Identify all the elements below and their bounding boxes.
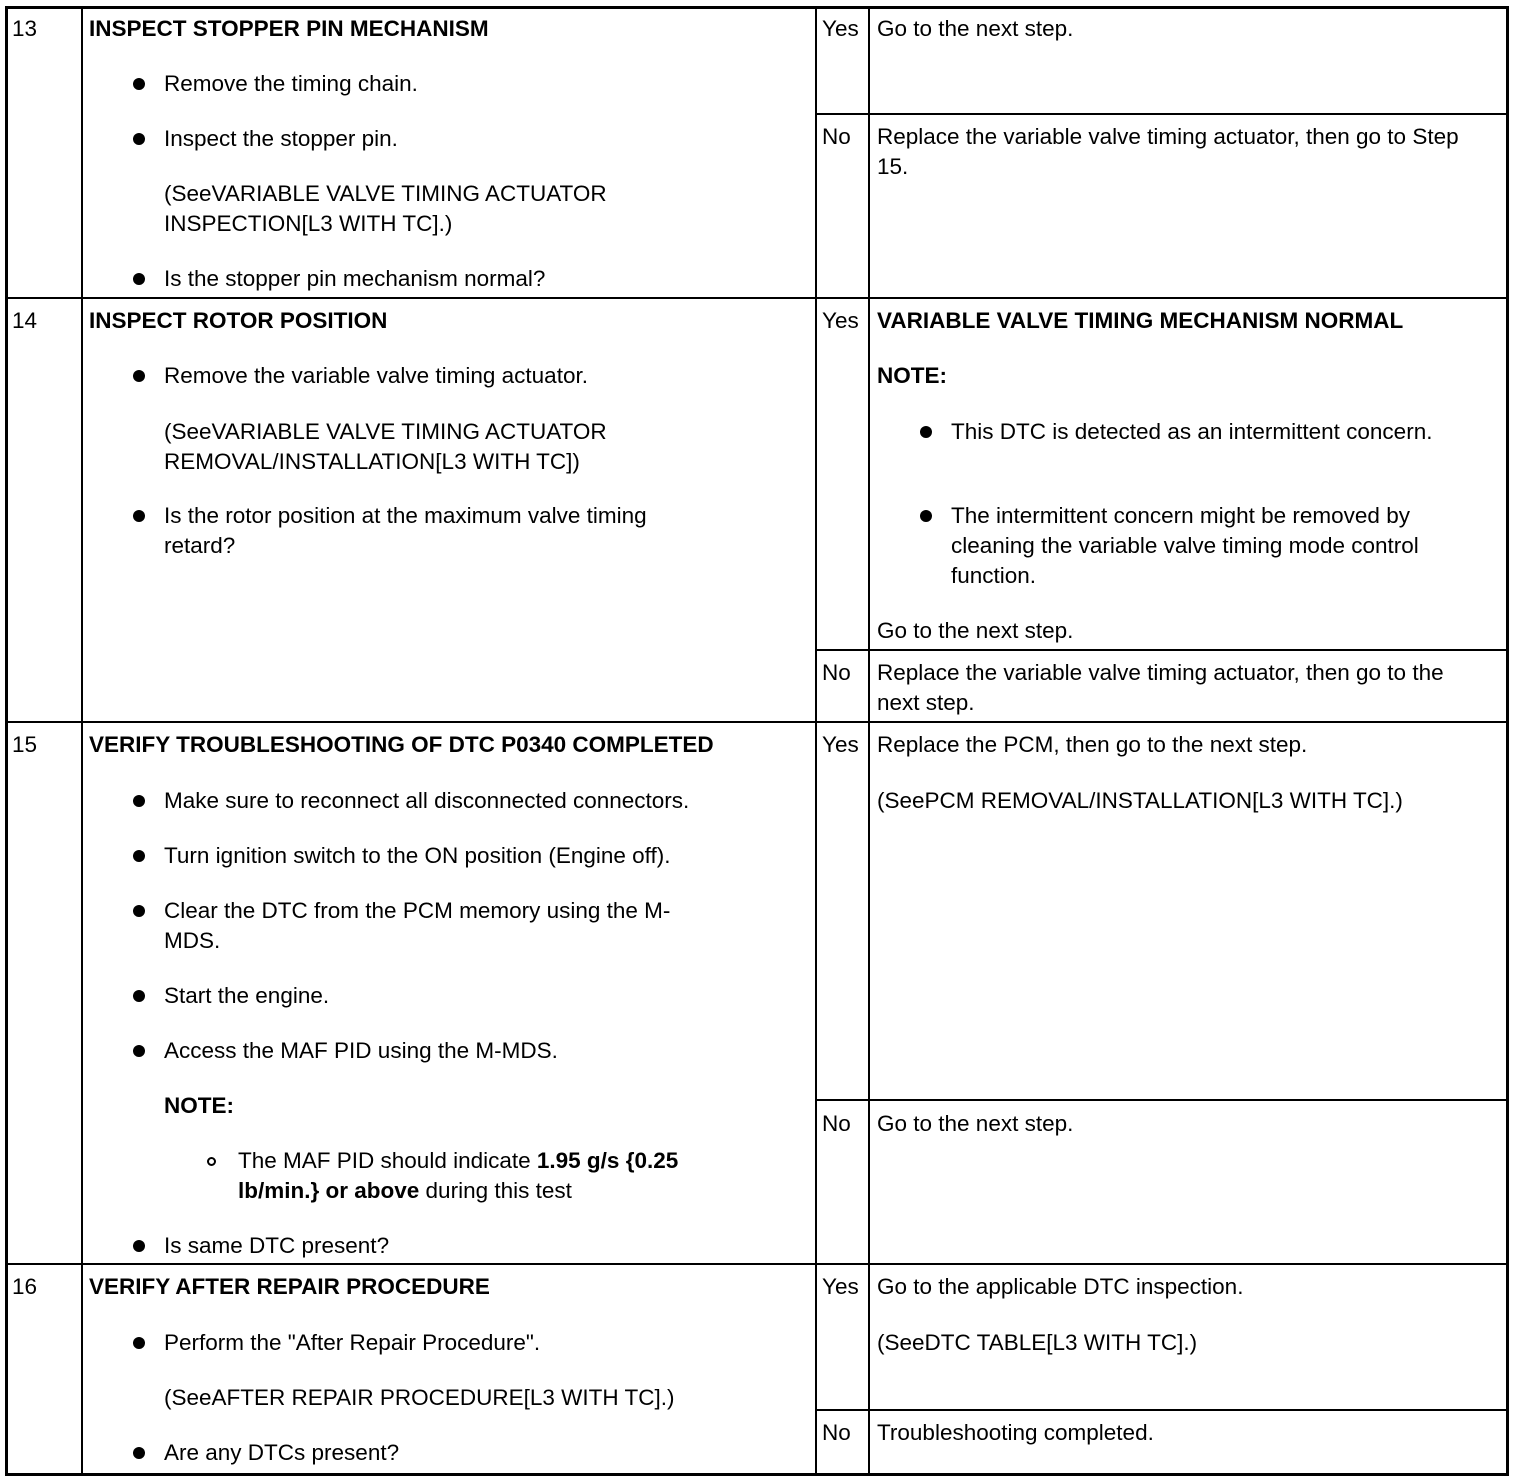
yes-label: Yes (822, 732, 859, 757)
step-item: Inspect the stopper pin. (164, 126, 398, 151)
sub-bullet-icon (207, 1157, 216, 1166)
row-divider (5, 297, 1509, 299)
yes-reference: (SeePCM REMOVAL/INSTALLATION[L3 WITH TC].) (877, 788, 1403, 813)
bullet-icon (133, 510, 145, 522)
yes-action: Go to the applicable DTC inspection. (877, 1274, 1244, 1299)
step-number: 16 (12, 1274, 38, 1299)
column-divider (815, 6, 817, 1476)
step-title: INSPECT ROTOR POSITION (89, 308, 388, 333)
note-item: This DTC is detected as an intermittent concern. (951, 419, 1433, 444)
bullet-icon (133, 133, 145, 145)
no-label: No (822, 1420, 851, 1445)
bullet-icon (133, 370, 145, 382)
row-divider (5, 1263, 1509, 1265)
step-item: Start the engine. (164, 983, 330, 1008)
no-action: Go to the next step. (877, 1111, 1074, 1136)
bullet-icon (133, 78, 145, 90)
bullet-icon (133, 1240, 145, 1252)
note-item (238, 1146, 748, 1206)
bullet-icon (133, 795, 145, 807)
bullet-icon (133, 273, 145, 285)
note-label: NOTE: (877, 363, 947, 388)
step-item: Turn ignition switch to the ON position (Engine off). (164, 843, 671, 868)
step-title: VERIFY AFTER REPAIR PROCEDURE (89, 1274, 490, 1299)
step-item: Perform the "After Repair Procedure". (164, 1330, 541, 1355)
step-number: 14 (12, 308, 38, 333)
note-text: during this test (419, 1178, 572, 1203)
bullet-icon (133, 1045, 145, 1057)
yes-no-divider (815, 1099, 1509, 1101)
yes-action: Go to the next step. (877, 16, 1074, 41)
bullet-icon (133, 990, 145, 1002)
no-action: Troubleshooting completed. (877, 1420, 1154, 1445)
step-item: Remove the timing chain. (164, 71, 418, 96)
step-item: Remove the variable valve timing actuator. (164, 363, 588, 388)
no-label: No (822, 124, 851, 149)
step-number: 13 (12, 16, 38, 41)
yes-action: Replace the PCM, then go to the next step. (877, 732, 1308, 757)
note-text: The MAF PID should indicate (238, 1148, 537, 1173)
bullet-icon (133, 905, 145, 917)
step-item: Is the stopper pin mechanism normal? (164, 266, 546, 291)
yes-label: Yes (822, 16, 859, 41)
no-action: Replace the variable valve timing actuator, then go to the next step. (877, 660, 1444, 715)
note-label: NOTE: (164, 1093, 234, 1118)
step-item: Is the rotor position at the maximum valve timing retard? (164, 503, 647, 558)
yes-label: Yes (822, 1274, 859, 1299)
bullet-icon (133, 1447, 145, 1459)
yes-no-divider (815, 649, 1509, 651)
step-number: 15 (12, 732, 38, 757)
yes-heading: VARIABLE VALVE TIMING MECHANISM NORMAL (877, 308, 1404, 333)
bullet-icon (920, 426, 932, 438)
bullet-icon (920, 510, 932, 522)
column-divider (868, 6, 870, 1476)
bullet-icon (133, 850, 145, 862)
step-item: Access the MAF PID using the M-MDS. (164, 1038, 558, 1063)
step-item: Clear the DTC from the PCM memory using the M-MDS. (164, 898, 671, 953)
yes-reference: (SeeDTC TABLE[L3 WITH TC].) (877, 1330, 1198, 1355)
step-title: INSPECT STOPPER PIN MECHANISM (89, 16, 489, 41)
no-label: No (822, 660, 851, 685)
step-item: Make sure to reconnect all disconnected connectors. (164, 788, 690, 813)
yes-no-divider (815, 1409, 1509, 1411)
note-value: 1.95 g/s {0.25 lb/min.} or above (238, 1148, 679, 1203)
yes-action: Go to the next step. (877, 618, 1074, 643)
step-reference: (SeeAFTER REPAIR PROCEDURE[L3 WITH TC].) (164, 1385, 675, 1410)
note-item: The intermittent concern might be removed by cleaning the variable valve timing mode control function. (951, 503, 1419, 588)
no-label: No (822, 1111, 851, 1136)
step-reference: (SeeVARIABLE VALVE TIMING ACTUATOR REMOVAL/INSTALLATION[L3 WITH TC]) (164, 419, 607, 474)
step-item: Are any DTCs present? (164, 1440, 400, 1465)
row-divider (5, 721, 1509, 723)
bullet-icon (133, 1337, 145, 1349)
column-divider (81, 6, 83, 1476)
yes-no-divider (815, 113, 1509, 115)
step-title: VERIFY TROUBLESHOOTING OF DTC P0340 COMPLETED (89, 732, 714, 757)
yes-label: Yes (822, 308, 859, 333)
no-action: Replace the variable valve timing actuator, then go to Step 15. (877, 124, 1459, 179)
step-reference: (SeeVARIABLE VALVE TIMING ACTUATOR INSPECTION[L3 WITH TC].) (164, 181, 607, 236)
step-item: Is same DTC present? (164, 1233, 390, 1258)
